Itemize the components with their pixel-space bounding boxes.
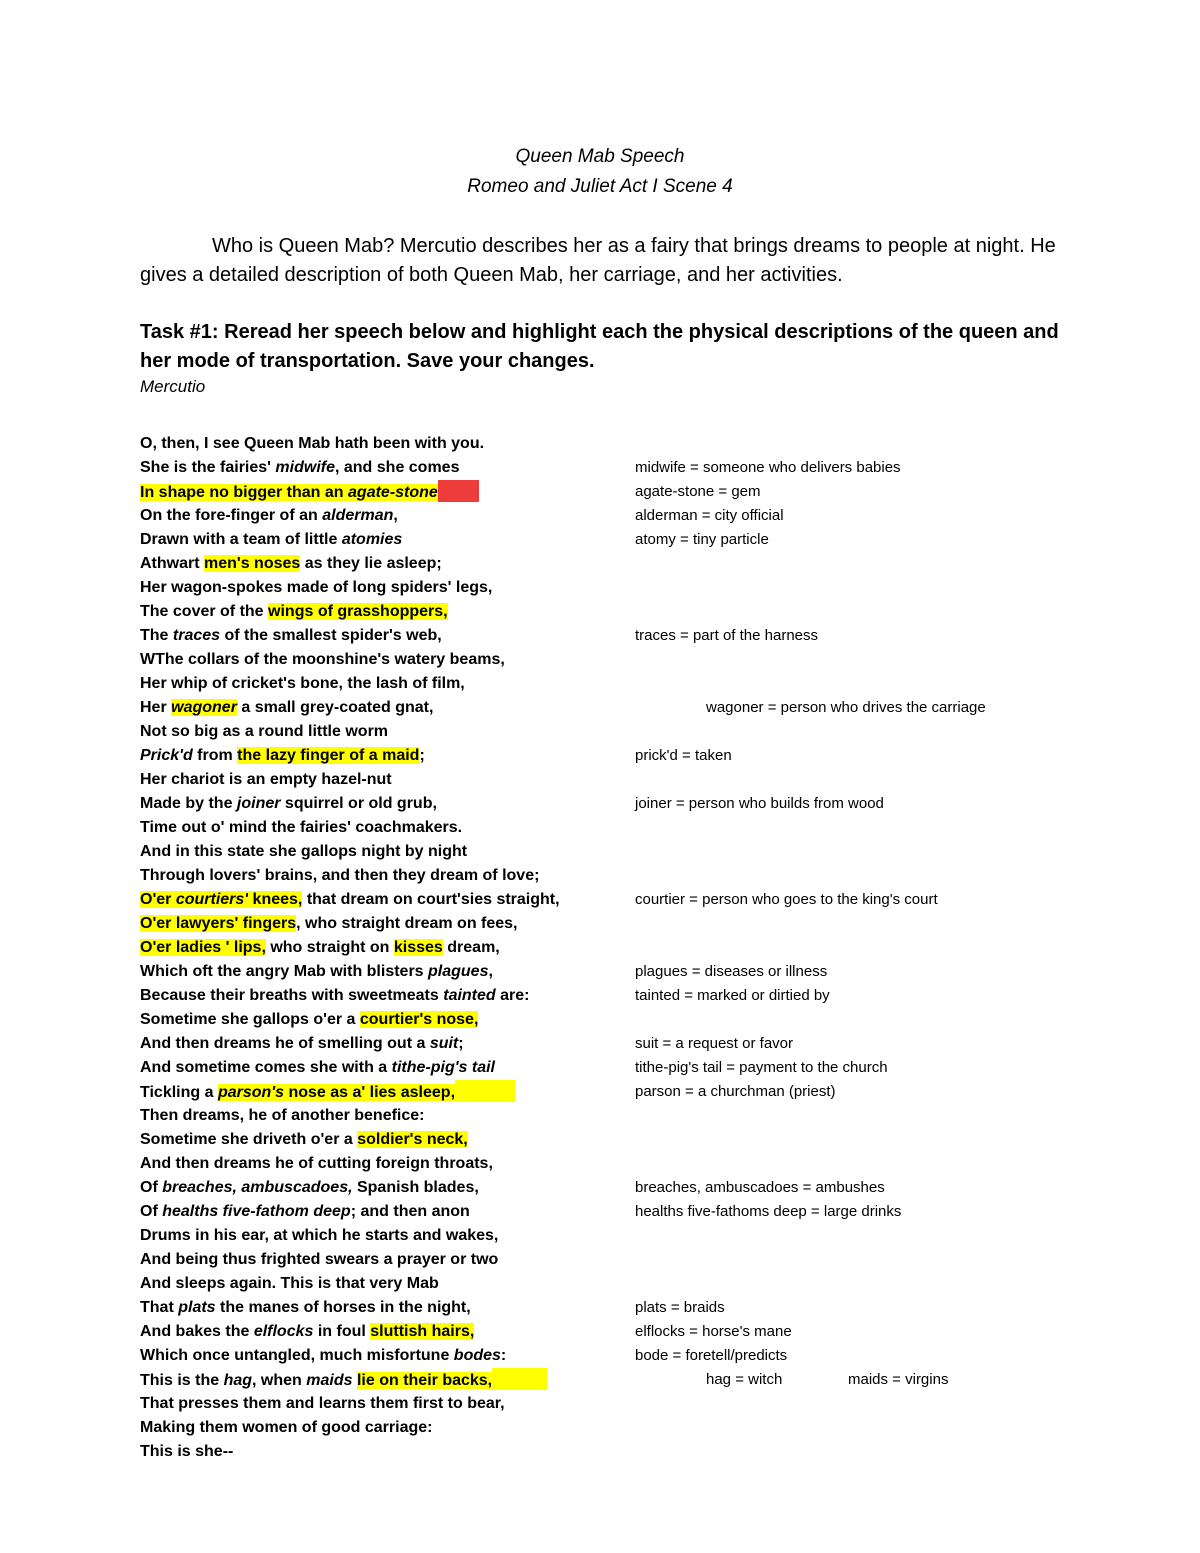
highlighted-text: men's noses — [204, 555, 301, 572]
line-text: And then dreams he of smelling out a — [140, 1035, 430, 1052]
line-text: are: — [495, 987, 530, 1004]
line-text: plats — [178, 1299, 216, 1316]
speech-line — [140, 1176, 620, 1200]
glossary-note: tainted = marked or dirtied by — [635, 987, 830, 1004]
glossary-note: agate-stone = gem — [635, 483, 761, 500]
speech-line — [140, 1296, 620, 1320]
speech-line — [140, 600, 620, 624]
glossary-note: bode = foretell/predicts — [635, 1347, 788, 1364]
glossary-note: tithe-pig's tail = payment to the church — [635, 1059, 888, 1076]
speech-line — [140, 792, 620, 816]
speech-line — [140, 744, 620, 768]
speech-text — [140, 432, 620, 1464]
highlighted-text: O'er lawyers' fingers — [140, 915, 297, 932]
highlighted-text: parson's — [217, 1084, 284, 1101]
speaker-name: Mercutio — [140, 377, 206, 396]
line-text: maids — [306, 1372, 353, 1389]
line-text: Made by the — [140, 795, 237, 812]
speech-line — [140, 1344, 620, 1368]
line-text: Time out o' mind the fairies' coachmakers. — [140, 819, 463, 836]
speech-line — [140, 1128, 620, 1152]
speech-line — [140, 504, 620, 528]
line-text: O, then, I see Queen Mab hath been with you. — [140, 435, 485, 452]
line-text: This is she-- — [140, 1443, 234, 1460]
speech-line — [140, 960, 620, 984]
speech-line — [140, 1224, 620, 1248]
highlighted-text: soldier's neck, — [357, 1131, 468, 1148]
intro-paragraph: Who is Queen Mab? Mercutio describes her as a fairy that brings dreams to people at night. He gives a detailed description of both Queen Mab, her carriage, and her activities. — [140, 235, 1056, 286]
line-text: suit — [429, 1035, 459, 1052]
glossary-note: healths five-fathoms deep = large drinks — [635, 1203, 902, 1220]
line-text: The — [140, 627, 173, 644]
line-text: Not so big as a round little worm — [140, 723, 389, 740]
line-text: Because their breaths with sweetmeats — [140, 987, 444, 1004]
line-text: traces — [172, 627, 221, 644]
glossary-note: alderman = city official — [635, 507, 784, 524]
speech-line — [140, 720, 620, 744]
speech-line — [140, 456, 620, 480]
line-text: Sometime she gallops o'er a — [140, 1011, 360, 1028]
speech-line — [140, 1392, 620, 1416]
line-text: the manes of horses in the night, — [215, 1299, 471, 1316]
glossary-note: elflocks = horse's mane — [635, 1323, 792, 1340]
line-text: Making them women of good carriage: — [140, 1419, 433, 1436]
page-subtitle: Romeo and Juliet Act I Scene 4 — [467, 176, 733, 197]
speech-line — [140, 936, 620, 960]
glossary-note: courtier = person who goes to the king's court — [635, 891, 938, 908]
line-text: squirrel or old grub, — [280, 795, 437, 812]
speech-line — [140, 1104, 620, 1128]
highlighted-text: courtier's nose, — [359, 1011, 479, 1028]
line-text: , — [393, 507, 398, 524]
line-text: healths five-fathom deep — [162, 1203, 351, 1220]
task-instructions: Task #1: Reread her speech below and highlight each the physical descriptions of the queen and her mode of transportation. Save your changes. — [140, 321, 1059, 372]
glossary-note: atomy = tiny particle — [635, 531, 769, 548]
line-text: Tickling a — [140, 1084, 218, 1101]
line-text: Her chariot is an empty hazel-nut — [140, 771, 392, 788]
speech-line — [140, 1368, 620, 1392]
speech-line — [140, 1320, 620, 1344]
speech-line — [140, 1152, 620, 1176]
line-text: joiner — [236, 795, 281, 812]
line-text: That presses them and learns them first to bear, — [140, 1395, 505, 1412]
glossary-note: wagoner = person who drives the carriage — [706, 699, 986, 716]
line-text: dream, — [442, 939, 500, 956]
line-text: Through lovers' brains, and then they dream of love; — [140, 867, 540, 884]
highlight-extension — [492, 1368, 547, 1390]
glossary-note: plagues = diseases or illness — [635, 963, 828, 980]
line-text: , who straight dream on fees, — [296, 915, 518, 932]
line-text: Drums in his ear, at which he starts and wakes, — [140, 1227, 499, 1244]
line-text: , when — [252, 1372, 307, 1389]
line-text: WThe collars of the moonshine's watery beams, — [140, 651, 505, 668]
line-text: tainted — [443, 987, 496, 1004]
line-text: elflocks — [253, 1323, 314, 1340]
highlighted-text: O'er — [140, 891, 176, 908]
highlighted-text: wagoner — [171, 699, 237, 716]
line-text: , and she comes — [334, 459, 460, 476]
line-text: : — [500, 1347, 507, 1364]
speech-line — [140, 552, 620, 576]
speech-line — [140, 480, 620, 504]
line-text: This is the — [140, 1372, 224, 1389]
glossary-note: suit = a request or favor — [635, 1035, 793, 1052]
speech-line — [140, 1248, 620, 1272]
speech-line — [140, 984, 620, 1008]
glossary-note: midwife = someone who delivers babies — [635, 459, 901, 476]
line-text: who straight on — [265, 939, 394, 956]
line-text: Then dreams, he of another benefice: — [140, 1107, 425, 1124]
highlighted-text: agate-stone — [348, 484, 438, 501]
speech-line — [140, 840, 620, 864]
line-text: in foul — [313, 1323, 371, 1340]
line-text: Drawn with a team of little — [140, 531, 342, 548]
line-text: And bakes the — [140, 1323, 254, 1340]
line-text: midwife — [275, 459, 335, 476]
speech-line — [140, 912, 620, 936]
line-text: Spanish blades, — [352, 1179, 479, 1196]
glossary-note: prick'd = taken — [635, 747, 732, 764]
line-text: of the smallest spider's web, — [220, 627, 442, 644]
highlight-extension — [455, 1080, 515, 1102]
speech-line — [140, 624, 620, 648]
speech-line — [140, 432, 620, 456]
line-text: The cover of the — [140, 603, 269, 620]
highlighted-text: O'er ladies ' lips, — [140, 939, 266, 956]
line-text: Prick'd — [140, 747, 193, 764]
highlighted-text: courtiers' — [175, 891, 249, 908]
speech-line — [140, 1008, 620, 1032]
line-text: She is the fairies' — [140, 459, 276, 476]
line-text: plagues — [428, 963, 489, 980]
highlighted-text: In shape no bigger than an — [140, 484, 349, 501]
speech-line — [140, 1200, 620, 1224]
glossary-note: breaches, ambuscadoes = ambushes — [635, 1179, 885, 1196]
line-text: And sometime comes she with a — [140, 1059, 392, 1076]
line-text: And then dreams he of cutting foreign throats, — [140, 1155, 493, 1172]
line-text: ; — [458, 1035, 464, 1052]
glossary-note: parson = a churchman (priest) — [635, 1083, 836, 1100]
glossary-note: joiner = person who builds from wood — [635, 795, 884, 812]
highlighted-text: nose as a' lies asleep, — [284, 1084, 456, 1101]
line-text: Her wagon-spokes made of long spiders' legs, — [140, 579, 493, 596]
glossary-note: traces = part of the harness — [635, 627, 819, 644]
line-text: from — [192, 747, 238, 764]
line-text: hag — [223, 1372, 253, 1389]
highlighted-text: wings of grasshoppers, — [268, 603, 448, 620]
line-text: Her — [140, 699, 172, 716]
line-text: Of — [140, 1179, 163, 1196]
line-text: that dream on court'sies straight, — [302, 891, 560, 908]
line-text: bodes — [453, 1347, 501, 1364]
highlighted-text: kisses — [393, 939, 443, 956]
highlighted-text: the lazy finger of a maid — [237, 747, 420, 764]
highlighted-text: lie on their backs, — [356, 1372, 493, 1389]
line-text: That — [140, 1299, 179, 1316]
speech-line — [140, 1416, 620, 1440]
speech-line — [140, 576, 620, 600]
highlighted-text: sluttish hairs, — [370, 1323, 475, 1340]
speech-line — [140, 1056, 620, 1080]
speech-line — [140, 1080, 620, 1104]
line-text: a small grey-coated gnat, — [236, 699, 434, 716]
line-text: And in this state she gallops night by night — [140, 843, 468, 860]
speech-line — [140, 888, 620, 912]
line-text: ; and then anon — [350, 1203, 470, 1220]
line-text: Her whip of cricket's bone, the lash of film, — [140, 675, 465, 692]
speech-line — [140, 1440, 620, 1464]
speech-line — [140, 1032, 620, 1056]
line-text: atomies — [341, 531, 403, 548]
line-text: Of — [140, 1203, 163, 1220]
highlighted-text: knees, — [248, 891, 303, 908]
speech-line — [140, 696, 620, 720]
speech-line — [140, 864, 620, 888]
glossary-note: maids = virgins — [848, 1371, 949, 1388]
glossary-note: plats = braids — [635, 1299, 725, 1316]
speech-line — [140, 672, 620, 696]
glossary-note: hag = witch — [706, 1371, 783, 1388]
line-text: ; — [419, 747, 425, 764]
line-text: , — [488, 963, 493, 980]
speech-line — [140, 1272, 620, 1296]
red-highlight-mark — [438, 480, 479, 502]
speech-line — [140, 648, 620, 672]
line-text: Athwart — [140, 555, 204, 572]
speech-line — [140, 768, 620, 792]
line-text: On the fore-finger of an — [140, 507, 323, 524]
line-text: Which oft the angry Mab with blisters — [140, 963, 429, 980]
line-text: Sometime she driveth o'er a — [140, 1131, 358, 1148]
line-text: Which once untangled, much misfortune — [140, 1347, 454, 1364]
speech-line — [140, 528, 620, 552]
line-text: as they lie asleep; — [300, 555, 442, 572]
line-text: tithe-pig's tail — [391, 1059, 495, 1076]
speech-line — [140, 816, 620, 840]
page-title: Queen Mab Speech — [515, 146, 685, 167]
line-text: alderman — [322, 507, 394, 524]
line-text: And being thus frighted swears a prayer or two — [140, 1251, 499, 1268]
line-text: breaches, ambuscadoes, — [162, 1179, 353, 1196]
line-text: And sleeps again. This is that very Mab — [140, 1275, 439, 1292]
